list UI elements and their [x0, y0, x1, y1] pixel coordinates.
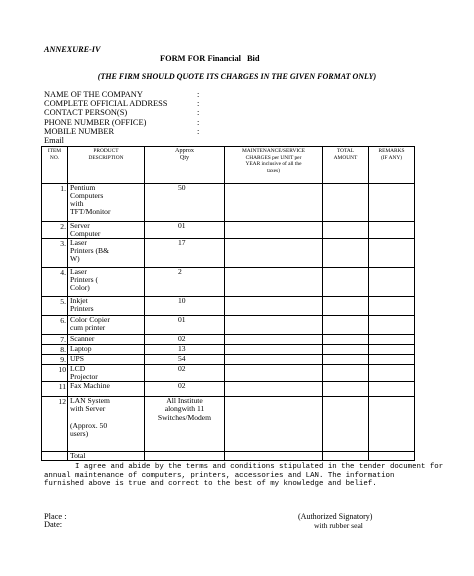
remarks-cell	[369, 316, 415, 335]
description-line: with Server	[70, 404, 106, 414]
declaration-line: furnished above is true and correct to the best of my knowledge and belief.	[44, 480, 377, 489]
info-field-colon: :	[197, 90, 200, 99]
total-amount-cell	[323, 452, 369, 461]
header-line: DESCRIPTION	[88, 154, 124, 161]
total-amount-cell	[323, 355, 369, 365]
qty-cell	[145, 452, 225, 461]
description-cell	[68, 316, 145, 335]
remarks-cell	[369, 239, 415, 268]
authorized-signatory: (Authorized Signatory)	[298, 512, 373, 521]
description-line: Laser	[70, 267, 87, 277]
item-no-cell: 9.	[42, 355, 68, 365]
description-line: Printers (B&	[70, 246, 110, 256]
place-label: Place :	[44, 512, 67, 521]
description-line: (Approx. 50	[70, 420, 108, 430]
info-field-row	[44, 118, 224, 127]
remarks-cell	[369, 222, 415, 239]
description-line: Color)	[70, 283, 90, 293]
table-row	[42, 268, 415, 297]
total-amount-cell	[323, 335, 369, 345]
remarks-cell	[369, 397, 415, 452]
description-line: cum printer	[70, 323, 106, 333]
qty-line: 02	[178, 334, 186, 344]
total-amount-cell	[323, 382, 369, 397]
maintenance-cell	[225, 355, 323, 365]
header-total-amount	[323, 147, 369, 184]
qty-line: 50	[178, 183, 186, 192]
qty-cell	[145, 268, 225, 297]
description-line: Server	[70, 221, 90, 230]
description-cell	[68, 452, 145, 461]
qty-cell	[145, 397, 225, 452]
header-product-description	[68, 147, 145, 184]
remarks-cell	[369, 382, 415, 397]
description-line: Laser	[70, 238, 87, 248]
item-no-cell: 8.	[42, 345, 68, 355]
qty-line: alongwith 11	[164, 404, 205, 414]
rubber-seal-note: with rubber seal	[314, 521, 363, 530]
info-field-label: PHONE NUMBER (OFFICE)	[44, 117, 147, 127]
info-field-label: NAME OF THE COMPANY	[44, 90, 143, 99]
info-field-colon: :	[197, 117, 200, 127]
info-field-row	[44, 127, 224, 136]
maintenance-cell	[225, 382, 323, 397]
header-item-no	[42, 147, 68, 184]
total-amount-cell	[323, 316, 369, 335]
maintenance-cell	[225, 397, 323, 452]
table-row	[42, 222, 415, 239]
maintenance-cell	[225, 297, 323, 316]
total-amount-cell	[323, 222, 369, 239]
company-info-block	[44, 90, 224, 145]
item-no-cell: 5.	[42, 297, 68, 316]
table-row	[42, 365, 415, 382]
header-line: MAINTENANCE/SERVICE	[241, 148, 306, 154]
description-line: Color Copier	[70, 315, 110, 325]
total-amount-cell	[323, 397, 369, 452]
maintenance-cell	[225, 268, 323, 297]
description-cell	[68, 365, 145, 382]
qty-line: 02	[178, 381, 186, 391]
declaration-line: annual maintenance of computers, printers, accessories and LAN. The information	[44, 471, 395, 480]
info-field-colon: :	[197, 126, 200, 136]
info-field-row	[44, 90, 224, 99]
description-line: UPS	[70, 354, 84, 364]
financial-bid-table	[41, 146, 415, 461]
info-field-label: MOBILE NUMBER	[44, 126, 115, 136]
qty-line: 13	[178, 344, 186, 354]
description-line: Pentium	[70, 183, 96, 192]
info-field-label: Email	[44, 135, 65, 145]
total-amount-cell	[323, 345, 369, 355]
qty-line: Switches/Modem	[157, 412, 212, 422]
description-line: Computers	[70, 191, 104, 201]
qty-cell	[145, 365, 225, 382]
qty-cell	[145, 355, 225, 365]
total-amount-cell	[323, 184, 369, 222]
item-no-cell: 2.	[42, 222, 68, 239]
qty-cell	[145, 382, 225, 397]
form-subtitle: (THE FIRM SHOULD QUOTE ITS CHARGES IN THE GIVEN FORMAT ONLY)	[97, 72, 377, 81]
description-cell	[68, 239, 145, 268]
description-line: Scanner	[70, 334, 95, 344]
qty-cell	[145, 184, 225, 222]
remarks-cell	[369, 268, 415, 297]
table-row	[42, 239, 415, 268]
header-line: (IF ANY)	[380, 154, 403, 161]
description-line: Inkjet	[70, 296, 88, 306]
description-cell	[68, 268, 145, 297]
qty-line: 02	[178, 364, 186, 374]
header-line: ITEM	[47, 148, 62, 154]
form-title-bid: Bid	[246, 54, 260, 63]
header-maintenance-charges	[225, 147, 323, 184]
info-field-label: CONTACT PERSON(S)	[44, 108, 128, 118]
info-field-row	[44, 99, 224, 108]
description-line: Projector	[70, 372, 98, 382]
maintenance-cell	[225, 365, 323, 382]
qty-line: 17	[178, 238, 186, 248]
description-cell	[68, 297, 145, 316]
description-line: Printers (	[70, 275, 99, 285]
description-line: users)	[70, 428, 89, 438]
maintenance-cell	[225, 452, 323, 461]
total-amount-cell	[323, 239, 369, 268]
description-line: Fax Machine	[70, 381, 110, 391]
description-line: Total	[70, 451, 86, 461]
description-line: Laptop	[70, 344, 92, 354]
qty-line: 01	[178, 315, 186, 325]
table-row	[42, 355, 415, 365]
declaration-text	[44, 463, 443, 489]
description-line: Computer	[70, 229, 101, 239]
header-line: YEAR inclusive of all the	[245, 161, 302, 168]
table-row	[42, 397, 415, 452]
description-cell	[68, 184, 145, 222]
qty-cell	[145, 222, 225, 239]
annexure-label: ANNEXURE-IV	[44, 45, 101, 54]
info-field-row	[44, 108, 224, 117]
maintenance-cell	[225, 335, 323, 345]
item-no-cell: 4.	[42, 268, 68, 297]
item-no-cell: 7.	[42, 335, 68, 345]
qty-line: 54	[178, 354, 186, 364]
item-no-cell: 11	[42, 382, 68, 397]
info-field-label: COMPLETE OFFICIAL ADDRESS	[44, 99, 168, 109]
item-no-cell: 6.	[42, 316, 68, 335]
qty-line: 2	[178, 267, 182, 277]
remarks-cell	[369, 365, 415, 382]
item-no-cell: 3.	[42, 239, 68, 268]
qty-cell	[145, 316, 225, 335]
table-row	[42, 452, 415, 461]
header-line: REMARKS	[378, 148, 405, 154]
info-field-colon: :	[197, 108, 200, 118]
declaration-line: I agree and abide by the terms and conditions stipulated in the tender document for	[44, 463, 444, 471]
qty-line: 01	[178, 221, 186, 230]
total-amount-cell	[323, 268, 369, 297]
qty-cell	[145, 345, 225, 355]
qty-line: 10	[178, 296, 186, 306]
qty-line: All Institute	[166, 396, 203, 406]
table-header-row	[42, 147, 415, 184]
remarks-cell	[369, 355, 415, 365]
table-row	[42, 297, 415, 316]
header-remarks	[369, 147, 415, 184]
header-line: CHARGES per UNIT per	[245, 154, 302, 161]
maintenance-cell	[225, 184, 323, 222]
description-line: TFT/Monitor	[70, 207, 111, 217]
table-row	[42, 184, 415, 222]
description-line: LCD	[70, 364, 86, 374]
qty-cell	[145, 239, 225, 268]
item-no-cell: 1.	[42, 184, 68, 222]
remarks-cell	[369, 452, 415, 461]
table-row	[42, 335, 415, 345]
total-amount-cell	[323, 365, 369, 382]
description-cell	[68, 222, 145, 239]
header-approx-qty	[145, 147, 225, 184]
info-field-row	[44, 136, 224, 145]
description-line: Printers	[70, 304, 94, 314]
table-row	[42, 345, 415, 355]
header-line: taxes)	[267, 167, 280, 174]
header-line: Approx	[175, 147, 194, 154]
qty-cell	[145, 335, 225, 345]
description-cell	[68, 355, 145, 365]
form-title	[160, 54, 260, 63]
info-field-colon: :	[197, 99, 200, 109]
header-line: NO.	[49, 154, 60, 161]
header-line: Qty	[179, 153, 190, 161]
remarks-cell	[369, 335, 415, 345]
form-title-main: FORM FOR Financial	[160, 54, 241, 63]
description-cell	[68, 335, 145, 345]
item-no-cell	[42, 452, 68, 461]
maintenance-cell	[225, 222, 323, 239]
item-no-cell: 10	[42, 365, 68, 382]
item-no-cell: 12	[42, 397, 68, 452]
total-amount-cell	[323, 297, 369, 316]
remarks-cell	[369, 297, 415, 316]
description-cell	[68, 382, 145, 397]
header-line: PRODUCT	[93, 148, 119, 154]
header-line: AMOUNT	[333, 154, 358, 161]
description-cell	[68, 397, 145, 452]
table-row	[42, 316, 415, 335]
maintenance-cell	[225, 239, 323, 268]
remarks-cell	[369, 184, 415, 222]
description-cell	[68, 345, 145, 355]
table-row	[42, 382, 415, 397]
date-label: Date:	[44, 520, 63, 529]
description-line: W)	[70, 254, 80, 264]
description-line: LAN System	[70, 396, 110, 406]
header-line: TOTAL	[336, 148, 355, 154]
description-line: with	[70, 199, 84, 209]
maintenance-cell	[225, 316, 323, 335]
maintenance-cell	[225, 345, 323, 355]
qty-cell	[145, 297, 225, 316]
remarks-cell	[369, 345, 415, 355]
